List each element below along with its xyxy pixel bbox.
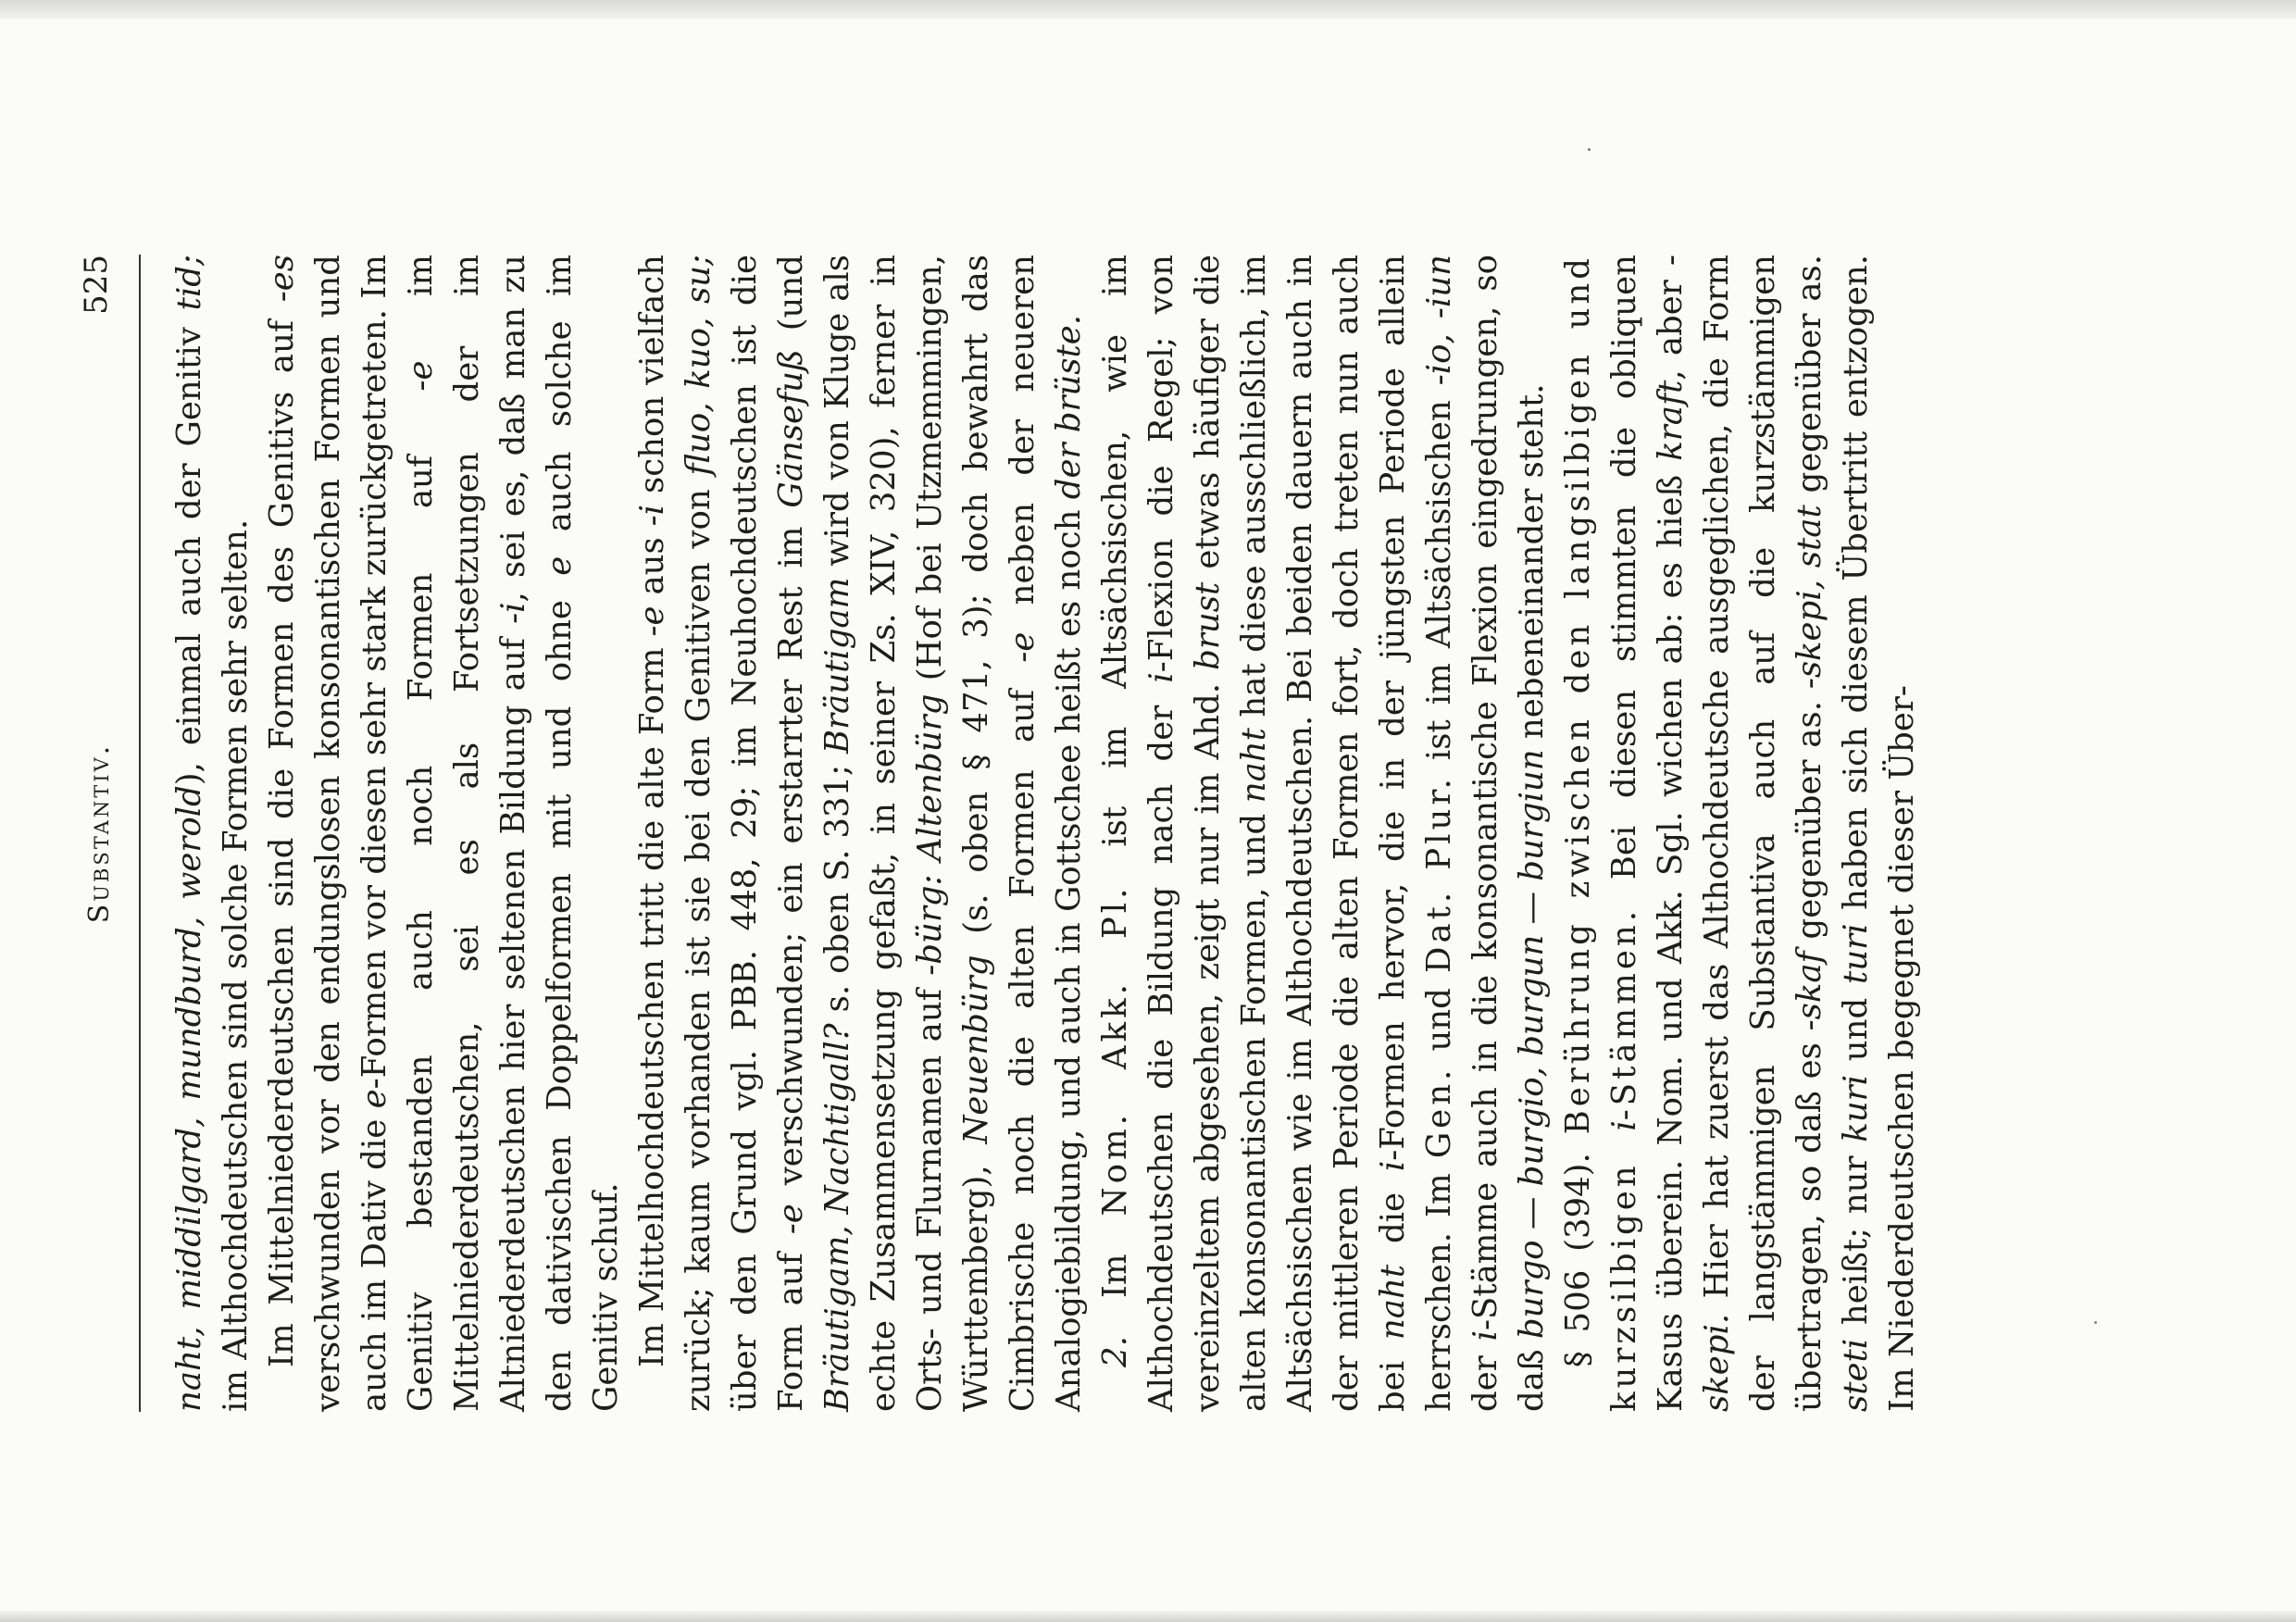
- italic-run: turi: [1837, 923, 1875, 985]
- spaced-run: Dat. Plur.: [1420, 775, 1458, 973]
- text-run: nebeneinander steht.: [1513, 383, 1551, 750]
- text-run: ist im Altsächsischen: [1420, 385, 1458, 776]
- italic-run: Bräutigam: [818, 577, 856, 754]
- text-run: (Hof bei Utzmemmingen, Württemberg),: [911, 255, 995, 1412]
- page-header: [74, 255, 139, 1412]
- text-run: aus: [633, 526, 671, 606]
- italic-run: steti: [1837, 1338, 1875, 1412]
- scan-speck: [1588, 148, 1591, 151]
- text-run: Im: [1096, 1216, 1134, 1337]
- italic-run: Neuenbürg: [957, 954, 995, 1144]
- text-run: s. oben S. 331;: [818, 754, 856, 1024]
- spaced-run: Nom. Akk. Pl.: [1096, 884, 1134, 1216]
- text-run: § 506 (394).: [1559, 1134, 1597, 1367]
- italic-run: tid;: [170, 255, 208, 311]
- paragraph-section-506: [1555, 255, 1926, 1412]
- text-run: , aber: [1652, 266, 1690, 381]
- italic-run: -i: [633, 504, 671, 527]
- italic-run: stat: [1791, 505, 1828, 568]
- body-text: [167, 255, 1926, 1412]
- italic-run: -e: [633, 605, 671, 637]
- italic-run: e: [356, 1089, 393, 1109]
- italic-run: i: [1605, 1120, 1643, 1131]
- spaced-run: -Stämmen.: [1605, 907, 1643, 1121]
- italic-run: Bräutigam, Nachtigall?: [818, 1023, 856, 1412]
- text-run: schon vielfach zurück; kaum vorhanden ist sie bei den Genitiven von: [633, 255, 718, 1412]
- text-run: hat diese ausschließlich, im Altsächsischen wie im Althochdeutschen. Bei beiden dauern auch in der mittleren Periode die alten Formen fort, doch treten nun auch bei: [1235, 255, 1412, 1412]
- text-run: die: [1374, 1171, 1412, 1265]
- text-run: ), einmal auch der Genitiv: [170, 310, 208, 786]
- italic-run: -bürg: Altenbürg: [911, 693, 949, 976]
- text-run: Bei diesen stimmten die obliquen Kasus überein. Nom. und Akk. Sgl. wichen ab: es hieß: [1605, 255, 1690, 1412]
- italic-run: burgo — burgio, burgun — burgiun: [1513, 749, 1551, 1340]
- text-run: -Formen vor diesen sehr stark zurückgetreten. Im Genitiv bestanden auch noch Formen auf: [356, 255, 440, 1412]
- text-run: Im Mittelniederdeutschen sind die Formen des Genitivs auf: [263, 302, 301, 1367]
- text-run: -Formen hervor, die in der jüngsten Periode allein herrschen. Im: [1374, 255, 1458, 1412]
- paragraph-continued-genitiv: [167, 255, 259, 1412]
- text-run: (und: [772, 255, 810, 350]
- scan-speck: [2094, 1321, 2097, 1324]
- spaced-run: Gen.: [1420, 1066, 1458, 1159]
- italic-run: -e: [772, 1204, 810, 1235]
- italic-run: naht, middilgard, mundburd, werold: [170, 785, 208, 1412]
- text-run: heißt; nur: [1837, 1142, 1875, 1339]
- text-run: gegenüber as.: [1791, 689, 1828, 952]
- italic-run: Gänsefuß: [772, 349, 810, 508]
- italic-run: brust: [1189, 581, 1227, 670]
- text-run: wird von Kluge als echte Zusammensetzung gefaßt, in seiner Zs. XIV, 320), ferner in Orts- und Flurnamen auf: [818, 255, 949, 1412]
- italic-run: fluo, kuo, su;: [680, 255, 718, 476]
- text-run: im Althochdeutschen sind solche Formen sehr selten.: [217, 518, 255, 1412]
- text-run: Im Mittelhochdeutschen tritt die alte Form: [633, 636, 671, 1367]
- italic-run: -io, -iun: [1420, 255, 1458, 386]
- italic-run: -skepi.: [1652, 255, 1736, 1412]
- italic-run: -skaf: [1791, 951, 1828, 1031]
- text-run: gegenüber as.: [1791, 255, 1828, 505]
- italic-run: i: [1374, 1160, 1412, 1172]
- header-rule: [139, 255, 141, 1412]
- text-run: haben sich diesem Übertritt entzogen. Im Niederdeutschen begegnet dieser Über-: [1837, 255, 1921, 1412]
- text-run: (s. oben § 471, 3); doch bewahrt das Cimbrische noch die alten Formen auf: [957, 254, 1042, 1412]
- italic-run: 2.: [1096, 1336, 1134, 1367]
- text-run: -Stämme auch in die konsonantische Flexion eingedrungen, so daß: [1466, 255, 1551, 1412]
- text-run: verschwunden; ein erstarrter Rest im: [772, 507, 810, 1204]
- text-run: verschwunden vor den endungslosen konsonantischen Formen und auch im Dativ die: [309, 255, 393, 1412]
- italic-run: -skepi,: [1791, 580, 1828, 690]
- text-run: der: [1466, 1341, 1504, 1412]
- text-run: neben der neueren Analogiebildung, und auch in Gottschee heißt es noch: [1004, 255, 1088, 1412]
- italic-run: kraft: [1652, 380, 1690, 461]
- text-run: etwas häufiger die alten konsonantischen Formen, und: [1189, 255, 1273, 1412]
- scan-bottom-edge: [0, 1611, 2296, 1622]
- paragraph-mittelniederdeutsch: [259, 255, 630, 1412]
- text-run: Hier hat zuerst das Althochdeutsche ausgeglichen, die Form der langstämmigen Substantiva auch auf die kurzstämmigen übertragen, so daß es: [1698, 255, 1828, 1412]
- italic-run: i: [1142, 672, 1180, 683]
- text-run: [1791, 568, 1828, 580]
- scan-top-edge: [0, 0, 2296, 19]
- text-run: im Mittelniederdeutschen, sei es als Fortsetzungen der im Altniederdeutschen hier seltenen Bildung auf: [402, 255, 532, 1412]
- italic-run: i: [1466, 1330, 1504, 1341]
- italic-run: e: [541, 555, 579, 576]
- text-run: über den Grund vgl. PBB. 448, 29; im Neuhochdeutschen ist die Form auf: [726, 255, 810, 1412]
- italic-run: naht: [1235, 728, 1273, 804]
- italic-run: -i: [494, 602, 532, 624]
- spaced-run: Berührung zwischen den langsilbigen und kurzsilbigen: [1559, 255, 1643, 1412]
- italic-run: -es: [263, 255, 301, 303]
- italic-run: -e: [1004, 631, 1042, 663]
- text-run: ist im Altsächsischen, wie im Althochdeutschen die Bildung nach der: [1096, 254, 1180, 1412]
- rotated-book-page: [74, 255, 2018, 1412]
- italic-run: der brüste.: [1050, 314, 1088, 500]
- italic-run: -e: [402, 360, 440, 392]
- text-run: -Flexion die Regel; von vereinzeltem abgesehen, zeigt nur im Ahd.: [1142, 255, 1227, 1412]
- italic-run: kuri: [1837, 1075, 1875, 1142]
- paragraph-mittelhochdeutsch: [630, 255, 1092, 1412]
- italic-run: naht: [1374, 1264, 1412, 1341]
- text-run: und: [1837, 984, 1875, 1076]
- text-run: , sei es, daß man zu den dativischen Doppelformen mit und ohne: [494, 255, 579, 1412]
- text-run: auch solche im Genitiv schuf.: [541, 255, 625, 1412]
- paragraph-nom-akk-plural: [1092, 255, 1555, 1412]
- text-run: und: [1420, 973, 1458, 1067]
- page-number: 525: [78, 255, 115, 315]
- running-head: Substantiv.: [83, 742, 116, 924]
